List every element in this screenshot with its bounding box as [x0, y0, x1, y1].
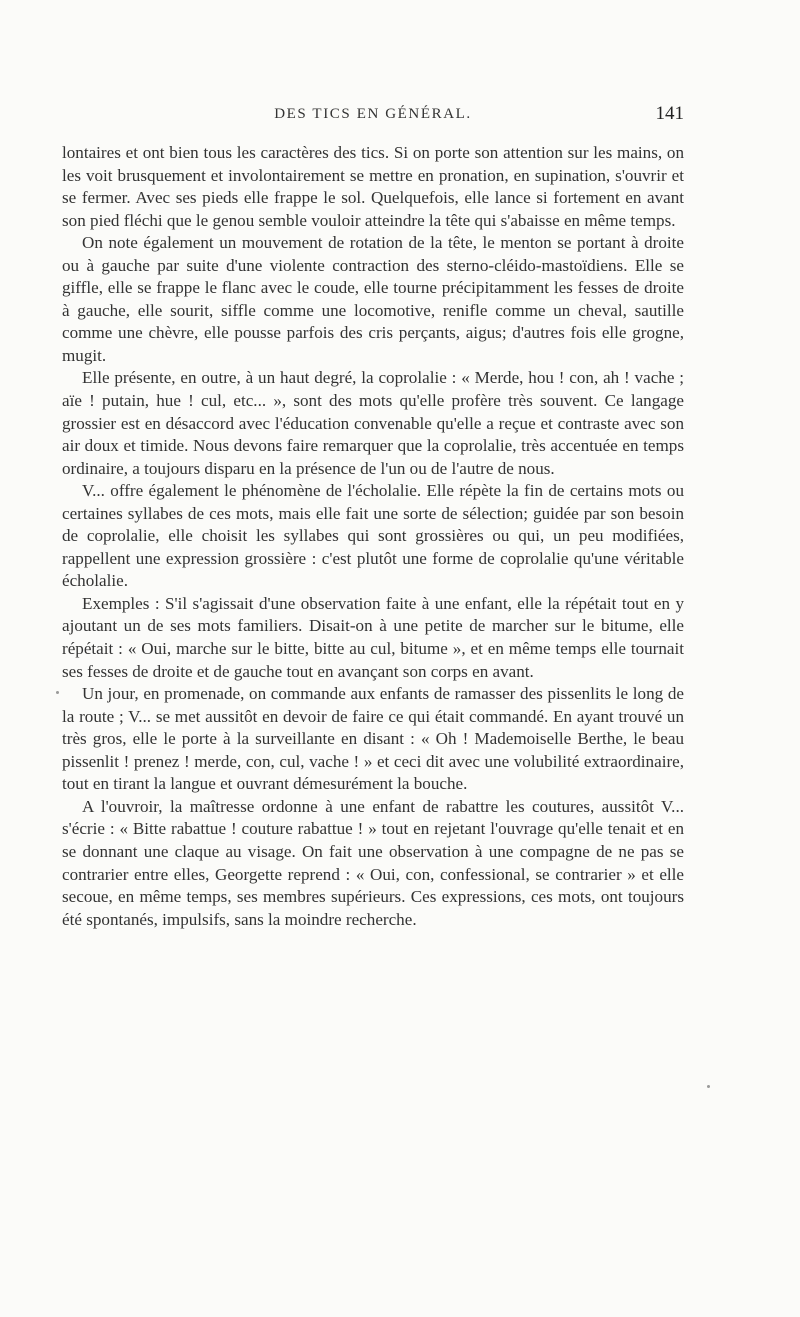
paragraph-4: V... offre également le phénomène de l'écholalie. Elle répète la fin de certains mots ou certaines syllabes de ces mots, mais elle fait une sorte de sélection; guidée par son besoin de coprolalie, elle choisit les syllabes qui sont grossières ou qui, un peu modifiées, rappellent une expression grossière : c'est plutôt une forme de coprolalie qu'une véritable écholalie. — [62, 481, 684, 591]
running-title: DES TICS EN GÉNÉRAL. — [274, 106, 472, 122]
body-text — [62, 142, 684, 931]
paper-speck — [707, 1085, 710, 1088]
paragraph-3: Elle présente, en outre, à un haut degré, la coprolalie : « Merde, hou ! con, ah ! vache ; aïe ! putain, hue ! cul, etc... », sont des mots qu'elle profère très souvent. Ce langage grossier est en désaccord avec l'éducation convenable qu'elle a reçue et contraste avec son air doux et timide. Nous devons faire remarquer que la coprolalie, très accentuée en temps ordinaire, a toujours disparu en la présence de l'un ou de l'autre de nous. — [62, 368, 684, 478]
paragraph-5: Exemples : S'il s'agissait d'une observation faite à une enfant, elle la répétait tout en y ajoutant un de ses mots familiers. Disait-on à une petite de marcher sur le bitume, elle répétait : « Oui, marche sur le bitte, bitte au cul, bitume », et en même temps elle tournait ses fesses de droite et de gauche tout en avançant son corps en avant. — [62, 593, 684, 681]
paragraph-2: On note également un mouvement de rotation de la tête, le menton se portant à droite ou à gauche par suite d'une violente contraction des sterno-cléido-mastoïdiens. Elle se giffle, elle se frappe le flanc avec le coude, elle tourne précipitamment les fesses de droite à gauche, elle sourit, siffle comme une locomotive, renifle comme un cheval, sautille comme une chèvre, elle pousse parfois des cris perçants, aigus; d'autres fois elle grogne, mugit. — [62, 233, 684, 365]
paragraph-6: Un jour, en promenade, on commande aux enfants de ramasser des pissenlits le long de la route ; V... se met aussitôt en devoir de faire ce qui était commandé. En ayant trouvé un très gros, elle le porte à la surveillante en disant : « Oh ! Mademoiselle Berthe, le beau pissenlit ! prenez ! merde, con, cul, vache ! » et ceci dit avec une volubilité extraordinaire, tout en tirant la langue et ouvrant démesurément la bouche. — [62, 684, 684, 794]
paragraph-7: A l'ouvroir, la maîtresse ordonne à une enfant de rabattre les coutures, aussitôt V... s'écrie : « Bitte rabattue ! couture rabattue ! » tout en rejetant l'ouvrage qu'elle tenait et en se donnant une claque au visage. On fait une observation à une compagne de ne pas se contrarier entre elles, Georgette reprend : « Oui, con, confessional, se contrarier » et elle secoue, en même temps, ses membres supérieurs. Ces expressions, ces mots, ont toujours été spontanés, impulsifs, sans la moindre recherche. — [62, 796, 684, 929]
paragraph-1: lontaires et ont bien tous les caractères des tics. Si on porte son attention sur les mains, on les voit brusquement et involontairement se mettre en pronation, en supination, s'ouvrir et se fermer. Avec ses pieds elle frappe le sol. Quelquefois, elle lance si fortement en avant son pied fléchi que le genou semble vouloir atteindre la tête qui s'abaisse en même temps. — [62, 143, 684, 230]
paper-speck — [56, 691, 59, 694]
page-number: 141 — [655, 103, 684, 124]
page-header — [62, 103, 684, 130]
